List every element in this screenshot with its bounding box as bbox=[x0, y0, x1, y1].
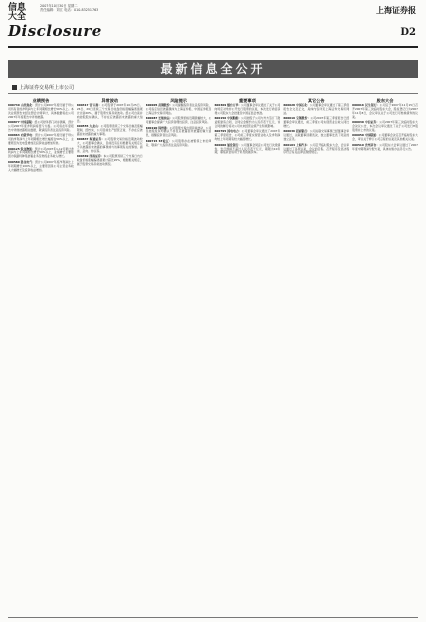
announcement-text: 公司股票存在被暂停上市的风险，敬请广大投资者注意投资风险。 bbox=[145, 138, 212, 147]
column-heading: 业绩预告 bbox=[32, 98, 50, 103]
bullet-icon bbox=[12, 85, 17, 90]
column-heading: 其它公告 bbox=[307, 98, 325, 103]
company-name: 600190 锦州港： bbox=[145, 125, 170, 130]
company-name: 600150 中国船舶： bbox=[214, 116, 242, 121]
announcement-item bbox=[77, 138, 143, 154]
section-banner: 最新信息全公开 bbox=[8, 60, 418, 78]
announcement-item bbox=[8, 161, 74, 173]
announcement-text: 公司股票交易出现异常波动，公司及控股股东均确认不存在应披露而未披露的重大信息，提醒投资者注意风险。 bbox=[145, 125, 212, 138]
announcement-text: 公司2007年第三次临时股东大会决议公告，本次会议审议通过了关于公司发行H股股票并上市的议案。 bbox=[352, 120, 418, 132]
announcement-text: 公司董事会审议通过了2007年第三季度报告，公司前三季度实现营业收入及净利润均较上年同期有较大幅度增长。 bbox=[214, 129, 281, 142]
company-name: 600317 营口港： bbox=[76, 103, 102, 107]
announcement-text: 公司2007年第三季度报告已经董事会审议通过，前三季度公司实现营业总收入同比增长。 bbox=[283, 116, 350, 129]
article-columns bbox=[8, 96, 418, 616]
announcement-text: 公司召开临时股东大会，会议审议通过了各项议案，会议的召集、召开程序及表决程序符合有关法律法规的规定。 bbox=[283, 142, 350, 155]
column-heading: 风险提示 bbox=[170, 98, 187, 103]
announcement-item bbox=[283, 130, 349, 142]
news-column bbox=[283, 96, 349, 616]
company-name: 600005 武钢股份： bbox=[145, 103, 173, 107]
announcement-item bbox=[146, 117, 212, 125]
header-meta bbox=[40, 4, 98, 12]
announcement-text: 本公司股票连续三个交易日内日收盘价格涨幅偏离值累计超过20%，根据相关规定，属于股票交易异常波动情况。 bbox=[76, 154, 143, 167]
issuer-heading bbox=[12, 84, 74, 91]
company-name: 600028 中国石化： bbox=[283, 103, 310, 107]
column-heading: 异常波动 bbox=[101, 98, 119, 103]
company-name: 600795 国电电力： bbox=[214, 129, 242, 134]
announcement-item bbox=[352, 121, 418, 133]
announcement-text: 公司提醒投资者注意投资风险，公司指定信息披露媒体为上海证券报、中国证券报及上海证券交易所网站。 bbox=[145, 103, 212, 115]
announcement-item bbox=[214, 117, 280, 129]
section-brand: Disclosure bbox=[8, 22, 102, 40]
company-name: 600740 山西焦化： bbox=[8, 103, 36, 107]
announcement-item bbox=[8, 121, 74, 133]
announcement-item bbox=[146, 140, 212, 148]
announcement-item bbox=[8, 104, 74, 120]
announcement-item bbox=[77, 104, 143, 124]
announcement-item bbox=[283, 104, 349, 116]
issuer-rule bbox=[8, 93, 418, 94]
announcement-text: 公司关联交易事项已经董事会审议通过，关联董事回避表决，独立董事发表了同意的独立意见。 bbox=[283, 129, 350, 142]
announcement-text: 预计公司2007年度归属于母公司的净利润与上年同期相比增长幅度在50%以上，主要原因为发电量增加及投资收益增加所致。 bbox=[8, 133, 74, 146]
announcement-text: 公司董事会同意公司发行次级债券，发行规模不超过人民币若干亿元，期限为10年期，募集资金将用于补充附属资本。 bbox=[214, 142, 281, 155]
news-column bbox=[8, 96, 74, 616]
announcement-item bbox=[8, 134, 74, 146]
announcement-text: 预计公司2007年度归属于母公司所有者的净利润与上年同期相比增长50%以上。本次业绩预告未经注册会计师审计，具体数据将在公司2007年年度报告中详细披露。 bbox=[8, 103, 74, 119]
news-column bbox=[352, 96, 418, 616]
company-name: 600016 民生银行： bbox=[352, 103, 380, 107]
company-name: 600000 浦发银行： bbox=[214, 142, 242, 147]
company-name: 600519 贵州茅台： bbox=[352, 142, 380, 147]
announcement-item bbox=[146, 127, 212, 139]
announcement-text: 公司董事会审议通过了关于公司向特定对象非公开发行股票的议案，本次发行尚需获得公司股东大会批准及中国证监会核准。 bbox=[214, 103, 281, 115]
column-heading: 股东大会 bbox=[376, 98, 394, 103]
company-name: 600050 中国联通： bbox=[352, 133, 379, 138]
announcement-text: 预计公司2007年1-12月累计净利润与上年同期相比增长50%以上，业绩增长主要原因为铁路特种集装箱业务及物流业务收入增长。 bbox=[8, 146, 74, 159]
company-name: 600019 宝钢股份： bbox=[283, 116, 311, 121]
announcement-text: 经公司财务部门初步测算，预计公司2007年度净利润将扭亏为盈。公司将在年度报告中详细披露相关数据，敬请投资者注意投资风险。 bbox=[8, 120, 74, 132]
announcement-text: 公司股票于2007年10月25日、26日、29日连续三个交易日收盘价格涨幅偏离值累计达到20%，属于股票交易异常波动。经公司自查并向控股股东确认，不存在应披露而未披露的重大信息。 bbox=[76, 103, 143, 123]
announcement-item bbox=[214, 144, 280, 156]
announcement-text: 公司定于2007年11月15日召开2007年第三次临时股东大会，股权登记日为2007年11月8日，会议审议关于公司发行可转换债券的议案。 bbox=[352, 103, 418, 119]
announcement-item bbox=[283, 144, 349, 156]
announcement-item bbox=[352, 144, 418, 152]
announcement-text: 公司股东大会审议通过了2007年度中期利润分配方案，具体实施办法另行公告。 bbox=[352, 142, 418, 151]
announcement-text: 预计公司2007年度净利润比上年同期增长100%以上，主要原因是公司主营业务收入大幅增长及投资收益增加。 bbox=[8, 159, 74, 172]
company-name: 600877 中国嘉陵： bbox=[8, 120, 35, 125]
section-title: 信息大全 bbox=[8, 3, 27, 22]
company-name: 600030 中信证券： bbox=[352, 120, 380, 125]
company-name: 600863 内蒙华电： bbox=[8, 133, 36, 138]
header-date: 2007年10月30日 星期二 bbox=[40, 4, 78, 8]
announcement-text: 公司董事会审议通过了第三季度报告全文及正文，具体内容详见上海证券交易所网站。 bbox=[283, 103, 350, 115]
announcement-text: 公司董事会决定召开临时股东大会，审议关于修订公司章程的议案及其他相关议案。 bbox=[352, 133, 418, 142]
company-name: 600125 铁龙物流： bbox=[8, 146, 35, 151]
header-editor: 责任编辑：刘江 电话：010-83251763 bbox=[40, 8, 99, 12]
announcement-item bbox=[283, 117, 349, 129]
footer-rule bbox=[8, 617, 418, 618]
announcement-text: 公司股票交易价格近期波动较大，公司董事会确认，目前没有任何根据有关规定应予以披露而未披露的事项或与该事项有关的筹划、商谈、意向、协议等。 bbox=[76, 137, 143, 153]
news-column bbox=[146, 96, 212, 616]
announcement-item bbox=[214, 130, 280, 142]
announcement-item bbox=[352, 134, 418, 142]
column-heading: 重要事项 bbox=[239, 98, 256, 103]
page-header bbox=[0, 0, 426, 48]
announcement-text: 公司股票价格近期涨幅较大，公司董事会提请广大投资者理性投资，注意投资风险。 bbox=[145, 116, 212, 125]
announcement-item bbox=[214, 104, 280, 116]
header-rule bbox=[8, 46, 418, 48]
company-name: 600087 长航油运： bbox=[145, 116, 173, 121]
announcement-item bbox=[77, 125, 143, 137]
news-column bbox=[214, 96, 280, 616]
announcement-item bbox=[352, 104, 418, 120]
company-name: 600104 上海汽车： bbox=[283, 142, 310, 147]
page-number: D2 bbox=[400, 27, 416, 38]
company-name: 600837 海通证券： bbox=[76, 137, 105, 142]
announcement-text: 公司股票连续三个交易日触及涨幅限制，经核实，公司目前生产经营正常，不存在应披露而未披露的重大事项。 bbox=[76, 124, 143, 136]
company-name: 600555 九龙山： bbox=[76, 124, 101, 129]
company-name: 600369 西南证券： bbox=[76, 154, 104, 159]
announcement-item bbox=[146, 104, 212, 116]
newspaper-title: 上海证券报 bbox=[376, 5, 416, 15]
announcement-item bbox=[77, 155, 143, 167]
news-column bbox=[77, 96, 143, 616]
company-name: 600715 ST松辽： bbox=[145, 138, 172, 143]
company-name: 600309 烟台万华： bbox=[214, 103, 242, 107]
company-name: 600036 招商银行： bbox=[283, 129, 310, 134]
announcement-text: 公司控股子公司与外方签订了散货船建造合同，合同总金额约为人民币若干亿元，该合同的履行将对公司未来经营业绩产生积极影响。 bbox=[214, 116, 281, 129]
issuer-name: 上海证券交易所上市公司 bbox=[19, 85, 75, 91]
announcement-item bbox=[8, 148, 74, 160]
company-name: 600580 卧龙电气： bbox=[8, 159, 36, 164]
